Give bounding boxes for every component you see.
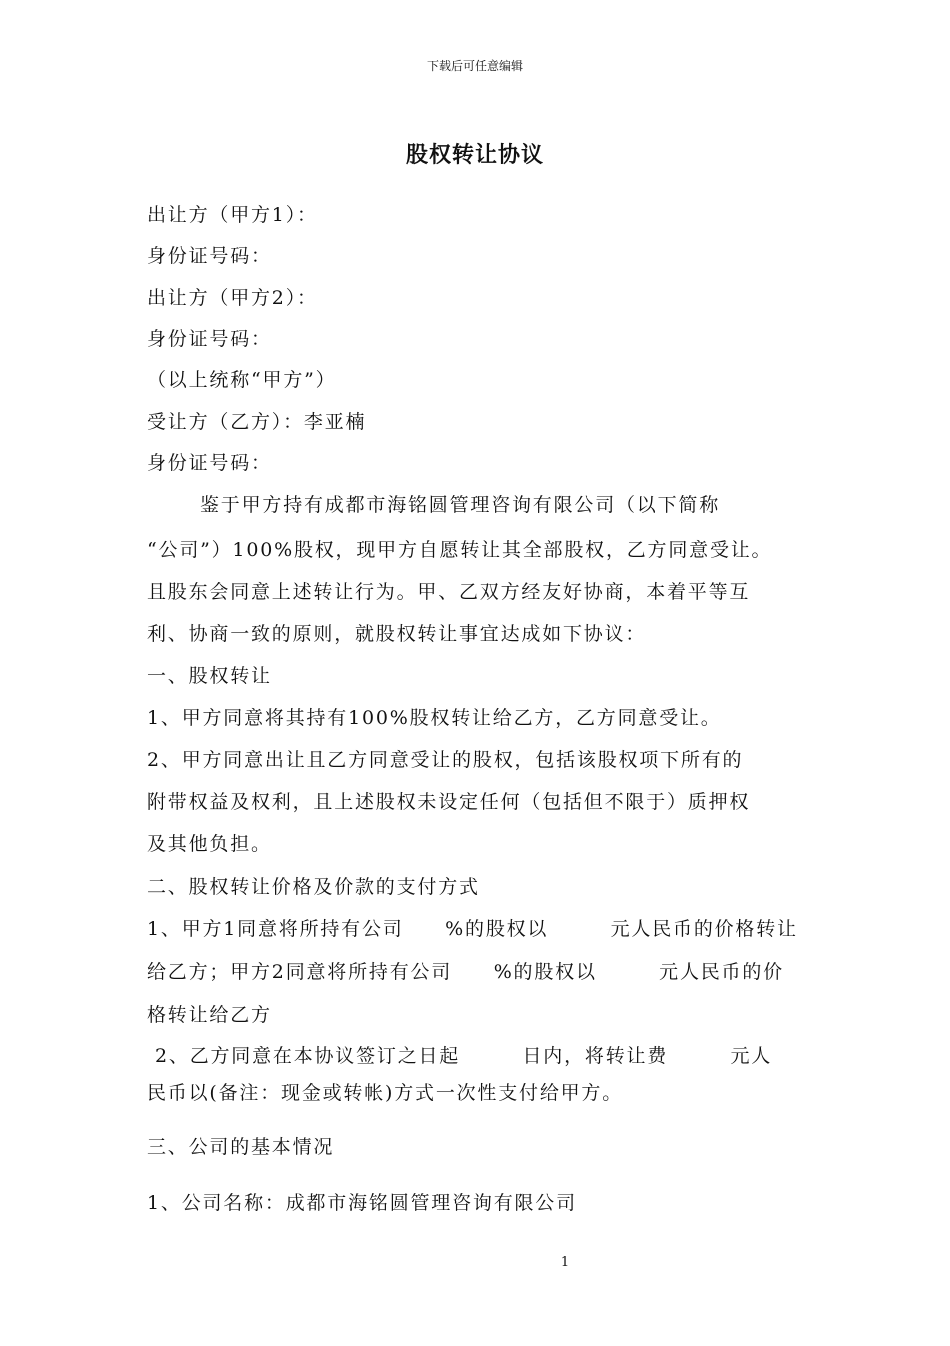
section-1-item-2-line: 附带权益及权利，且上述股权未设定任何（包括但不限于）质押权 — [147, 791, 751, 813]
section-2-item-2-line: 2、乙方同意在本协议签订之日起 日内，将转让费 元人 — [155, 1045, 773, 1067]
transferee-line: 受让方（乙方）：李亚楠 — [147, 411, 367, 433]
document-title: 股权转让协议 — [405, 143, 544, 168]
section-2-item-1-line: 1、甲方1同意将所持有公司 %的股权以 元人民币的价格转让 — [147, 918, 798, 940]
transferor-2-line: 出让方（甲方2）： — [147, 287, 318, 309]
preamble-line: 利、协商一致的原则，就股权转让事宜达成如下协议： — [147, 623, 647, 645]
section-3-heading: 三、公司的基本情况 — [147, 1136, 335, 1158]
preamble-line: 且股东会同意上述转让行为。甲、乙双方经友好协商，本着平等互 — [147, 581, 751, 603]
section-1-item-2-line: 及其他负担。 — [147, 833, 272, 855]
id-number-1-line: 身份证号码： — [147, 245, 272, 267]
page-number: 1 — [560, 1255, 570, 1270]
section-2-heading: 二、股权转让价格及价款的支付方式 — [147, 876, 480, 898]
section-2-item-1-line: 给乙方；甲方2同意将所持有公司 %的股权以 元人民币的价 — [147, 961, 784, 983]
section-1-item-1: 1、甲方同意将其持有100%股权转让给乙方，乙方同意受让。 — [147, 707, 722, 729]
preamble-line: 鉴于甲方持有成都市海铭圆管理咨询有限公司（以下简称 — [200, 494, 721, 516]
section-1-item-2-line: 2、甲方同意出让且乙方同意受让的股权，包括该股权项下所有的 — [147, 749, 744, 771]
page-header: 下载后可任意编辑 — [426, 59, 523, 73]
section-1-heading: 一、股权转让 — [147, 665, 272, 687]
section-2-item-1-line: 格转让给乙方 — [147, 1004, 272, 1026]
section-2-item-2-line: 民币以(备注：现金或转帐)方式一次性支付给甲方。 — [147, 1082, 624, 1104]
collective-name-line: （以上统称“甲方”） — [147, 369, 337, 391]
section-3-item-1: 1、公司名称：成都市海铭圆管理咨询有限公司 — [147, 1192, 577, 1214]
id-number-2-line: 身份证号码： — [147, 328, 272, 350]
transferor-1-line: 出让方（甲方1）： — [147, 204, 318, 226]
id-number-3-line: 身份证号码： — [147, 452, 272, 474]
preamble-line: “公司”）100%股权，现甲方自愿转让其全部股权，乙方同意受让。 — [147, 539, 773, 561]
